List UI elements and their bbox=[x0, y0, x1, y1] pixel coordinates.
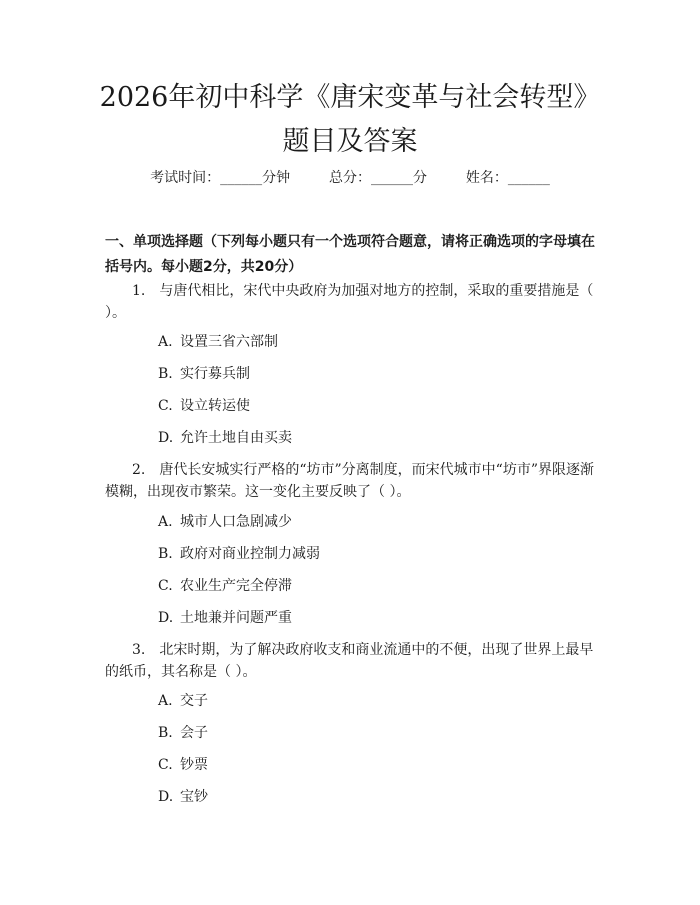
score-label: 总分： bbox=[329, 170, 371, 186]
option-letter: B. bbox=[158, 725, 173, 741]
question-2 bbox=[105, 459, 600, 503]
option-letter: B. bbox=[158, 366, 173, 382]
option-letter: A. bbox=[158, 334, 173, 350]
option-1a bbox=[158, 332, 278, 352]
option-letter: C. bbox=[158, 398, 173, 414]
option-text: 城市人口急剧减少 bbox=[180, 514, 292, 530]
question-number: 3. bbox=[132, 642, 146, 658]
page-title: 2026年初中科学《唐宋变革与社会转型》题目及答案 bbox=[99, 82, 601, 157]
time-blank: ______ bbox=[220, 170, 263, 186]
name-blank: ______ bbox=[507, 170, 550, 186]
option-text: 钞票 bbox=[180, 757, 208, 773]
option-text: 政府对商业控制力减弱 bbox=[180, 546, 320, 562]
option-1c bbox=[158, 396, 250, 416]
question-number: 1. bbox=[132, 283, 146, 299]
option-letter: C. bbox=[158, 578, 173, 594]
time-unit: 分钟 bbox=[262, 170, 291, 186]
score-blank: ______ bbox=[371, 170, 413, 186]
option-text: 宝钞 bbox=[180, 789, 208, 805]
question-3 bbox=[105, 639, 600, 683]
option-text: 设立转运使 bbox=[180, 398, 250, 414]
option-text: 设置三省六部制 bbox=[180, 334, 278, 350]
option-3d bbox=[158, 787, 208, 807]
question-number: 2. bbox=[132, 462, 146, 478]
option-text: 允许土地自由买卖 bbox=[180, 430, 292, 446]
score-unit: 分 bbox=[413, 170, 427, 186]
option-3c bbox=[158, 755, 208, 775]
option-2d bbox=[158, 608, 292, 628]
name-label: 姓名： bbox=[465, 170, 508, 186]
option-text: 会子 bbox=[180, 725, 208, 741]
question-text: 北宋时期，为了解决政府收支和商业流通中的不便，出现了世界上最早的纸币，其名称是（ ）。 bbox=[105, 642, 594, 680]
option-text: 土地兼并问题严重 bbox=[180, 610, 292, 626]
option-letter: A. bbox=[158, 693, 173, 709]
option-2a bbox=[158, 512, 292, 532]
option-letter: A. bbox=[158, 514, 173, 530]
time-label: 考试时间： bbox=[150, 170, 221, 186]
option-3a bbox=[158, 691, 208, 711]
option-text: 实行募兵制 bbox=[180, 366, 250, 382]
option-1b bbox=[158, 364, 250, 384]
option-2c bbox=[158, 576, 292, 596]
option-letter: D. bbox=[158, 789, 174, 805]
exam-meta-line bbox=[0, 168, 700, 188]
option-text: 交子 bbox=[180, 693, 208, 709]
question-text: 与唐代相比，宋代中央政府为加强对地方的控制，采取的重要措施是（ ）。 bbox=[105, 283, 594, 321]
section-heading: 一、单项选择题（下列每小题只有一个选项符合题意，请将正确选项的字母填在括号内。每小题2分，共20分） bbox=[105, 234, 595, 275]
question-1 bbox=[105, 280, 600, 324]
option-letter: C. bbox=[158, 757, 173, 773]
option-1d bbox=[158, 428, 292, 448]
option-text: 农业生产完全停滞 bbox=[180, 578, 292, 594]
option-letter: D. bbox=[158, 430, 174, 446]
option-letter: B. bbox=[158, 546, 173, 562]
question-text: 唐代长安城实行严格的“坊市”分离制度，而宋代城市中“坊市”界限逐渐模糊，出现夜市繁荣。这一变化主要反映了（ ）。 bbox=[105, 462, 594, 500]
option-letter: D. bbox=[158, 610, 174, 626]
option-2b bbox=[158, 544, 320, 564]
option-3b bbox=[158, 723, 208, 743]
